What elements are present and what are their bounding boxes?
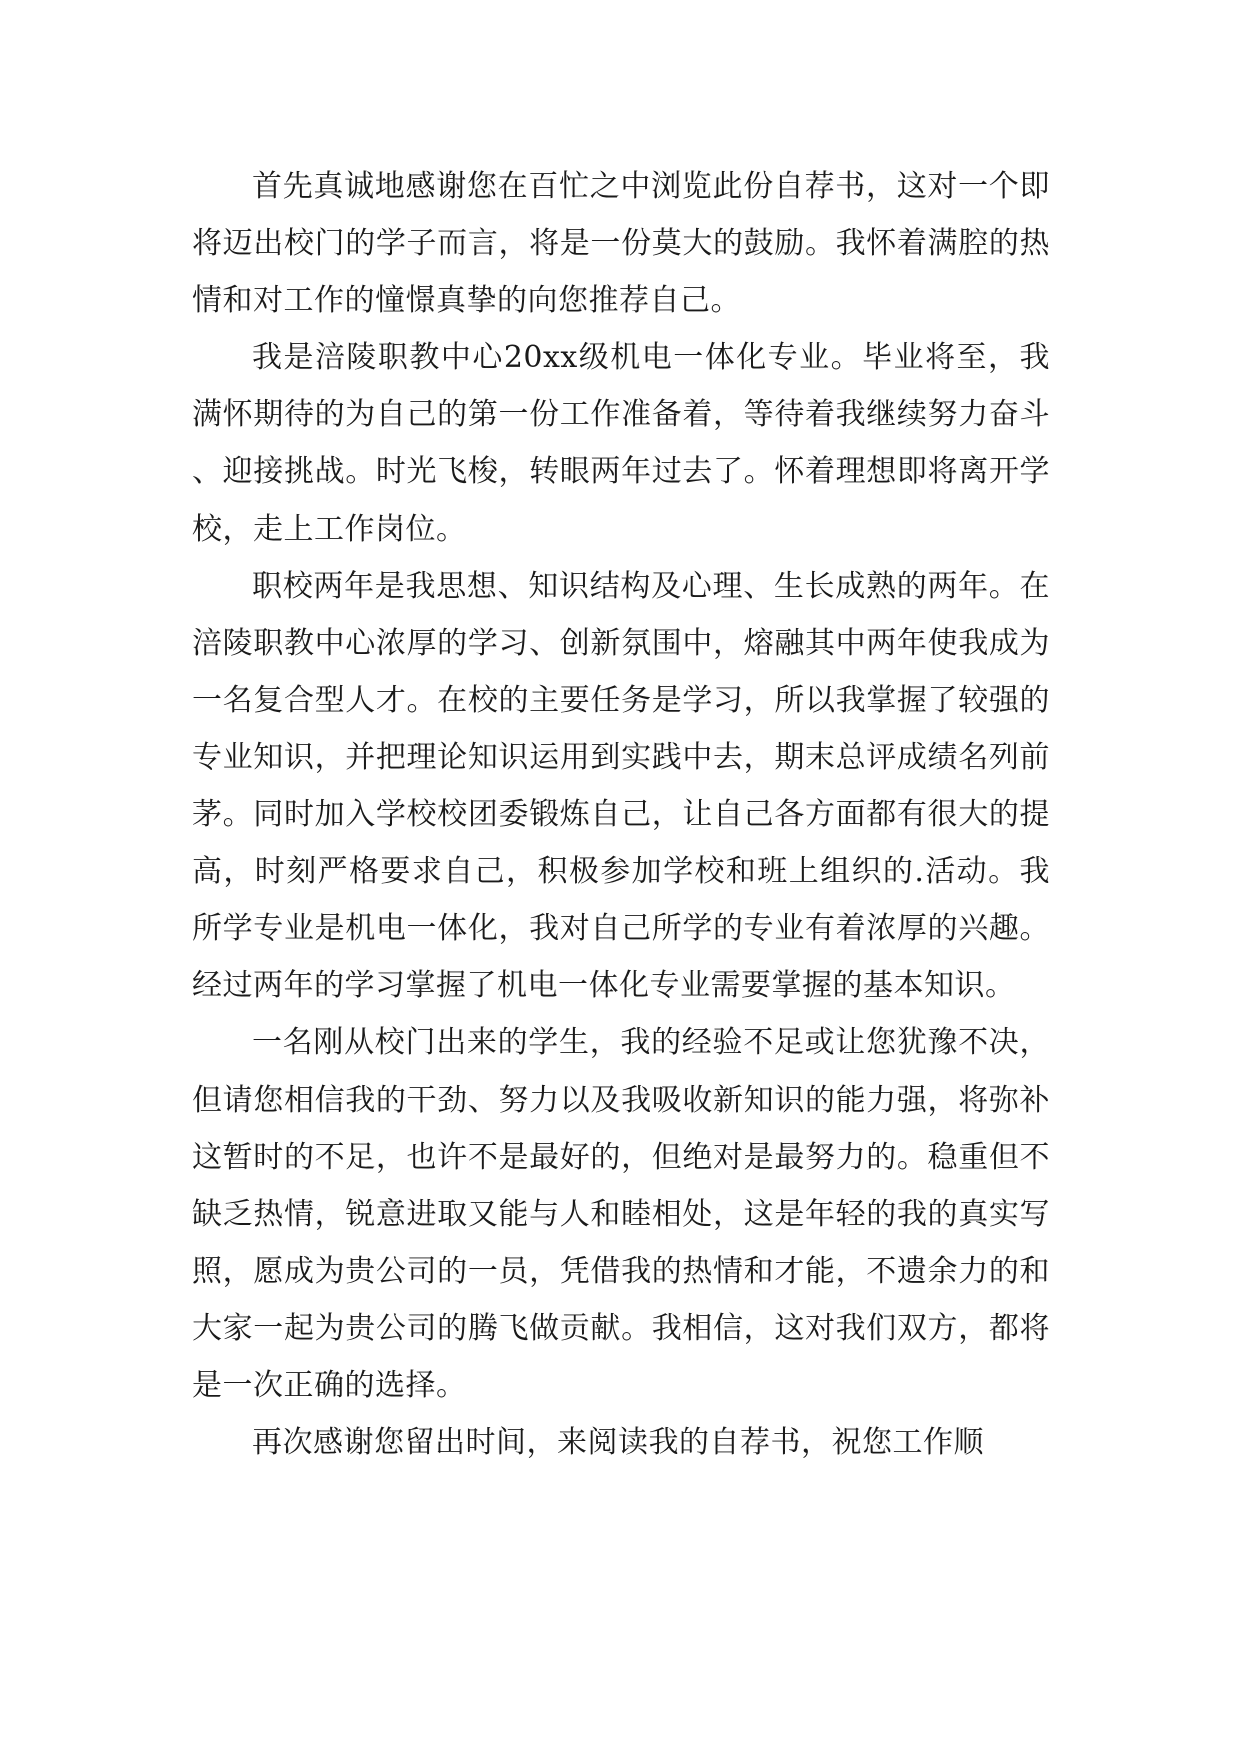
paragraph-3: 职校两年是我思想、知识结构及心理、生长成熟的两年。在涪陵职教中心浓厚的学习、创新氛围中，熔融其中两年使我成为一名复合型人才。在校的主要任务是学习，所以我掌握了较强的专业知识，并把理论知识运用到实践中去，期末总评成绩名列前茅。同时加入学校校团委锻炼自己，让自己各方面都有很大的提高，时刻严格要求自己，积极参加学校和班上组织的.活动。我所学专业是机电一体化，我对自己所学的专业有着浓厚的兴趣。经过两年的学习掌握了机电一体化专业需要掌握的基本知识。 <box>192 568 1050 1004</box>
paragraph-4: 一名刚从校门出来的学生，我的经验不足或让您犹豫不决，但请您相信我的干劲、努力以及我吸收新知识的能力强，将弥补这暂时的不足，也许不是最好的，但绝对是最努力的。稳重但不缺乏热情，锐意进取又能与人和睦相处，这是年轻的我的真实写照，愿成为贵公司的一员，凭借我的热情和才能，不遗余力的和大家一起为贵公司的腾飞做贡献。我相信，这对我们双方，都将是一次正确的选择。 <box>192 1025 1050 1403</box>
document-body <box>192 158 1050 1471</box>
paragraph-5: 再次感谢您留出时间，来阅读我的自荐书，祝您工作顺 <box>252 1425 984 1461</box>
paragraph-1: 首先真诚地感谢您在百忙之中浏览此份自荐书，这对一个即将迈出校门的学子而言，将是一份莫大的鼓励。我怀着满腔的热情和对工作的憧憬真挚的向您推荐自己。 <box>192 169 1050 319</box>
paragraph-2: 我是涪陵职教中心20xx级机电一体化专业。毕业将至，我满怀期待的为自己的第一份工作准备着，等待着我继续努力奋斗、迎接挑战。时光飞梭，转眼两年过去了。怀着理想即将离开学校，走上工作岗位。 <box>192 340 1050 547</box>
